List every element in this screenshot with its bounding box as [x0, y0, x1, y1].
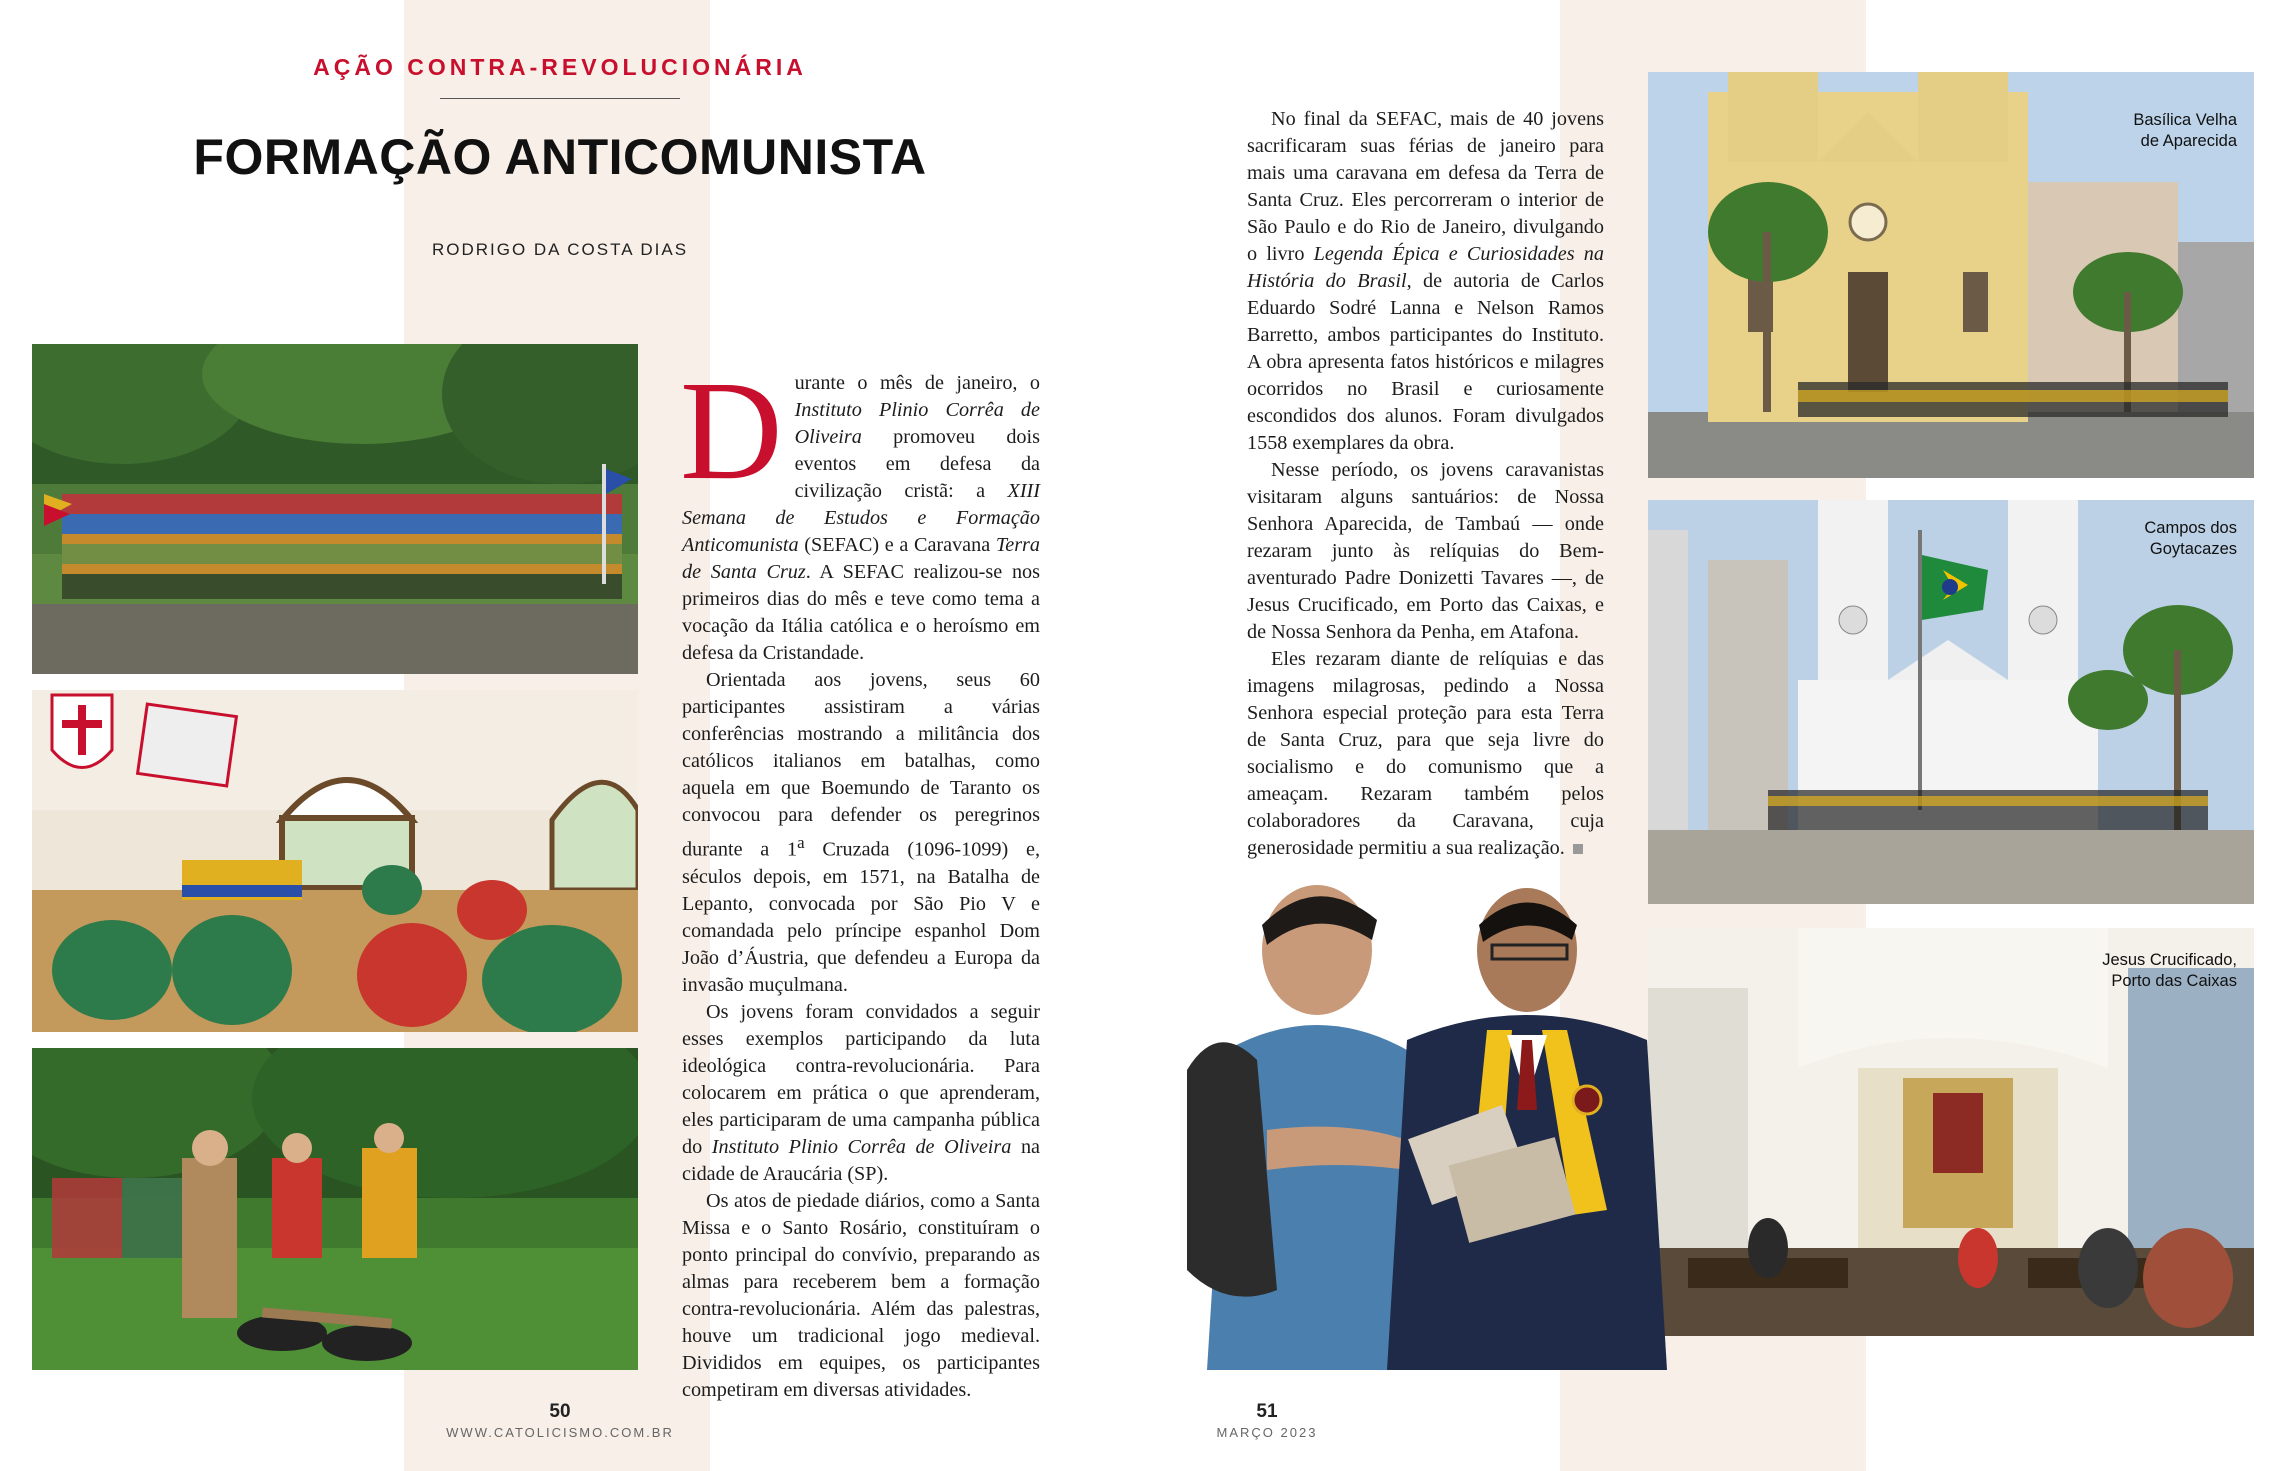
caption-line: Porto das Caixas	[2111, 972, 2237, 990]
text-run: Cruzada (1096-1099) e, séculos depois, em 1571, na Batalha de Lepanto, convocada por São Pio V e comandada pelo príncipe espanhol Dom João d’Áustria, que defendeu a Europa da invasão muçulmana.	[682, 838, 1040, 996]
ordinal-superscript: a	[797, 833, 805, 852]
caption-porto	[2037, 950, 2237, 992]
paragraph-caravan	[1247, 106, 1604, 457]
kicker-divider	[440, 98, 680, 99]
caption-line: Jesus Crucificado,	[2102, 951, 2237, 969]
caption-campos	[2077, 518, 2237, 560]
text-run: (SEFAC) e a Caravana	[798, 534, 996, 556]
caption-line: Campos dos	[2144, 519, 2237, 537]
paragraph-intro	[680, 351, 1040, 667]
right-page	[1137, 0, 2275, 1471]
caption-line: Basílica Velha	[2133, 111, 2237, 129]
photo-classroom	[32, 690, 638, 1032]
article-headline: FORMAÇÃO ANTICOMUNISTA	[193, 129, 927, 185]
page-number-right: 51	[1256, 1401, 1278, 1422]
text-run: No final da SEFAC, mais de 40 jovens sacrificaram suas férias de janeiro para mais uma caravana em defesa da Terra de Santa Cruz. Eles percorreram o interior de São Paulo e do Rio de Janeiro, divulgando o livro	[1247, 108, 1604, 265]
caption-aparecida	[2077, 110, 2237, 152]
paragraph-conferences	[682, 667, 1040, 999]
text-run: urante o mês de janeiro, o	[794, 372, 1040, 394]
end-of-article-mark	[1573, 844, 1583, 854]
drop-cap: D	[680, 351, 783, 509]
left-page	[0, 0, 1137, 1471]
photo-cutout-two-men	[1167, 870, 1727, 1370]
footer-issue-date: MARÇO 2023	[1216, 1425, 1318, 1440]
page-number-left: 50	[549, 1401, 571, 1422]
text-run: Eles rezaram diante de relíquias e das imagens milagrosas, pedindo a Nossa Senhora especial proteção para esta Terra de Santa Cruz, para que seja livre do socialismo e do comunismo que a ameaçam. Rezaram também pelos colaboradores da Caravana, cuja generosidade permitiu a sua realização.	[1247, 648, 1604, 859]
text-run: Os jovens foram convidados a seguir esses exemplos participando da luta ideológica contra-revolucionária. Para colocarem em prática o que aprenderam, eles participaram de uma campanha pública do	[682, 1000, 1040, 1158]
article-byline: RODRIGO DA COSTA DIAS	[431, 240, 689, 259]
footer-website: WWW.CATOLICISMO.COM.BR	[446, 1425, 674, 1440]
text-run-italic: Legenda Épica e Curiosidades na História do Brasil	[1247, 243, 1604, 292]
photo-campos-goytacazes	[1648, 500, 2254, 904]
text-run-italic: XIII Semana de Estudos e Formação Anticomunista	[682, 480, 1040, 556]
text-run: , de autoria de Carlos Eduardo Sodré Lanna e Nelson Ramos Barretto, ambos participantes do Instituto. A obra apresenta fatos históricos e milagres ocorridos no Brasil e curiosamente escondidos dos alunos. Foram divulgados 1558 exemplares da obra.	[1247, 270, 1604, 454]
body-column-left	[680, 351, 1041, 1404]
text-run-italic: Instituto Plinio Corrêa de Oliveira	[711, 1135, 1012, 1158]
caption-line: de Aparecida	[2140, 132, 2237, 150]
caption-line: Goytacazes	[2149, 540, 2237, 558]
body-column-right	[1247, 106, 1604, 862]
photo-medieval-game	[32, 1048, 638, 1370]
paragraph-piety: Os atos de piedade diários, como a Santa Missa e o Santo Rosário, constituíram o ponto principal do convívio, preparando as almas para receberem bem a formação contra-revolucionária. Além das palestras, houve um tradicional jogo medieval. Divididos em equipes, os participantes competiram em diversas atividades.	[682, 1189, 1040, 1401]
paragraph-campaign	[682, 999, 1040, 1188]
text-run: promoveu dois eventos em defesa da civilização cristã: a	[794, 426, 1040, 502]
text-run-italic: Instituto Plinio Corrêa de Oliveira	[794, 399, 1040, 448]
photo-group-portrait	[32, 344, 638, 674]
text-run: Orientada aos jovens, seus 60 participantes assistiram a várias conferências mostrando a militância dos católicos italianos em batalhas, como aquela em que Boemundo de Taranto os convocou para defender os peregrinos durante a 1	[682, 669, 1040, 861]
text-run: . A SEFAC realizou-se nos primeiros dias do mês e teve como tema a vocação da Itália católica e o heroísmo em defesa da Cristandade.	[682, 561, 1040, 664]
text-run: na cidade de Araucária (SP).	[682, 1135, 1041, 1185]
paragraph-shrines: Nesse período, os jovens caravanistas visitaram alguns santuários: de Nossa Senhora Aparecida, de Tambaú — onde rezaram junto às relíquias do Bem-aventurado Padre Donizetti Tavares —, de Jesus Crucificado, em Porto das Caixas, e de Nossa Senhora da Penha, em Atafona.	[1247, 459, 1604, 643]
section-kicker: AÇÃO CONTRA-REVOLUCIONÁRIA	[313, 54, 807, 80]
paragraph-prayers	[1247, 646, 1604, 862]
text-run-italic: Terra de Santa Cruz	[682, 534, 1040, 583]
